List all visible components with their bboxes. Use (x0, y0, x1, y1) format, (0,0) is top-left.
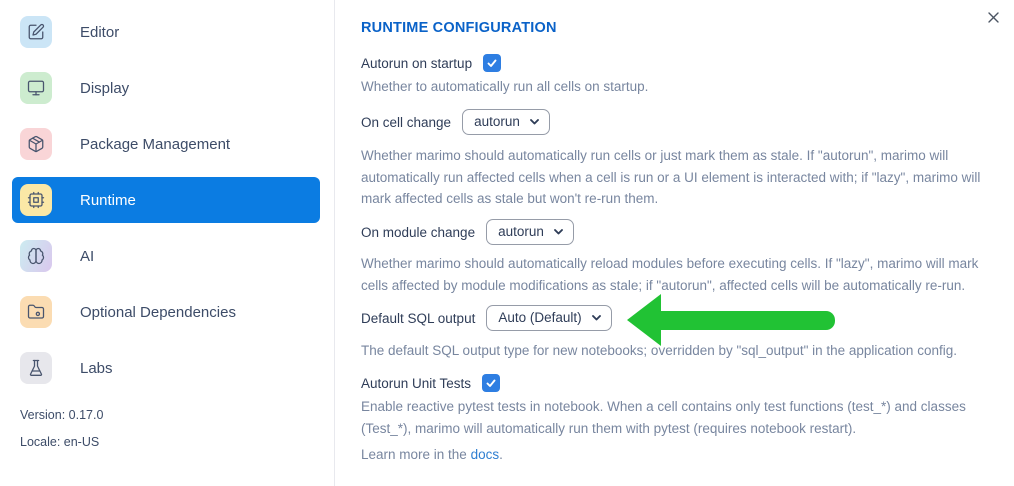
docs-link[interactable]: docs (470, 447, 500, 462)
sidebar-item-optional-dependencies[interactable] (12, 289, 320, 335)
sidebar-item-label: Labs (80, 359, 113, 377)
default-sql-output-description: The default SQL output type for new notebooks; overridden by "sql_output" in the application config. (361, 343, 957, 358)
on-module-change-description: Whether marimo should automatically reload modules before executing cells. If "lazy", marimo will mark cells affected by module modifications as stale; if "autorun", affected cells will be automatically re-run. (361, 256, 979, 293)
sidebar-item-label: Optional Dependencies (80, 303, 236, 321)
chevron-down-icon (591, 312, 602, 323)
check-icon (486, 57, 498, 69)
sidebar-item-label: Package Management (80, 135, 231, 153)
close-icon (987, 11, 1000, 24)
on-module-change-label: On module change (361, 224, 476, 240)
on-cell-change-select[interactable] (462, 109, 550, 135)
on-module-change-select[interactable] (486, 219, 574, 245)
cpu-icon (20, 184, 52, 216)
arrow-shaft (659, 311, 835, 330)
on-cell-change-value: autorun (474, 114, 520, 129)
sidebar-item-runtime[interactable] (12, 177, 320, 223)
autorun-unit-tests-label: Autorun Unit Tests (361, 375, 472, 391)
sidebar-item-editor[interactable] (12, 9, 320, 55)
monitor-icon (20, 72, 52, 104)
arrow-head (627, 294, 661, 346)
default-sql-output-select[interactable] (486, 305, 611, 331)
locale-text: Locale: en-US (20, 435, 100, 449)
chevron-down-icon (553, 226, 564, 237)
sidebar-item-package-management[interactable] (12, 121, 320, 167)
package-icon (20, 128, 52, 160)
on-cell-change-label: On cell change (361, 114, 452, 130)
default-sql-output-value: Auto (Default) (498, 310, 582, 325)
on-cell-change-description: Whether marimo should automatically run cells or just mark them as stale. If "autorun", marimo will automatically run affected cells when a cell is run or a UI element is interacted with; if "lazy", marimo will mark affected cells as stale but won't re-run them. (361, 148, 981, 206)
page-title: RUNTIME CONFIGURATION (361, 20, 557, 36)
chevron-down-icon (529, 116, 540, 127)
sidebar-item-label: Runtime (80, 191, 136, 209)
folder-dot-icon (20, 296, 52, 328)
autorun-on-startup-description: Whether to automatically run all cells on startup. (361, 79, 649, 94)
sidebar-item-display[interactable] (12, 65, 320, 111)
on-module-change-value: autorun (498, 224, 544, 239)
sidebar-item-label: Display (80, 79, 130, 97)
autorun-on-startup-checkbox[interactable] (483, 54, 501, 72)
version-text: Version: 0.17.0 (20, 408, 104, 422)
learn-more-suffix: . (499, 447, 503, 462)
sidebar-item-label: AI (80, 247, 95, 265)
runtime-configuration-panel (361, 0, 1006, 486)
on-module-change-field (361, 219, 574, 245)
default-sql-output-label: Default SQL output (361, 310, 476, 326)
brain-icon (20, 240, 52, 272)
sidebar-item-labs[interactable] (12, 345, 320, 391)
learn-more-text (361, 447, 503, 462)
autorun-unit-tests-description: Enable reactive pytest tests in notebook. When a cell contains only test functions (test_*) and classes (Test_*), marimo will automatically run them with pytest (requires notebook restart). (361, 399, 966, 436)
settings-sidebar (0, 0, 335, 486)
autorun-on-startup-field (361, 54, 501, 72)
autorun-unit-tests-checkbox[interactable] (482, 374, 500, 392)
pencil-square-icon (20, 16, 52, 48)
learn-more-prefix: Learn more in the (361, 447, 471, 462)
check-icon (485, 377, 497, 389)
autorun-on-startup-label: Autorun on startup (361, 55, 473, 71)
autorun-unit-tests-field (361, 374, 500, 392)
default-sql-output-field (361, 305, 612, 331)
flask-icon (20, 352, 52, 384)
sidebar-item-label: Editor (80, 23, 120, 41)
green-arrow-annotation (627, 294, 837, 346)
close-button[interactable] (985, 9, 1001, 25)
sidebar-item-ai[interactable] (12, 233, 320, 279)
on-cell-change-field (361, 109, 550, 135)
